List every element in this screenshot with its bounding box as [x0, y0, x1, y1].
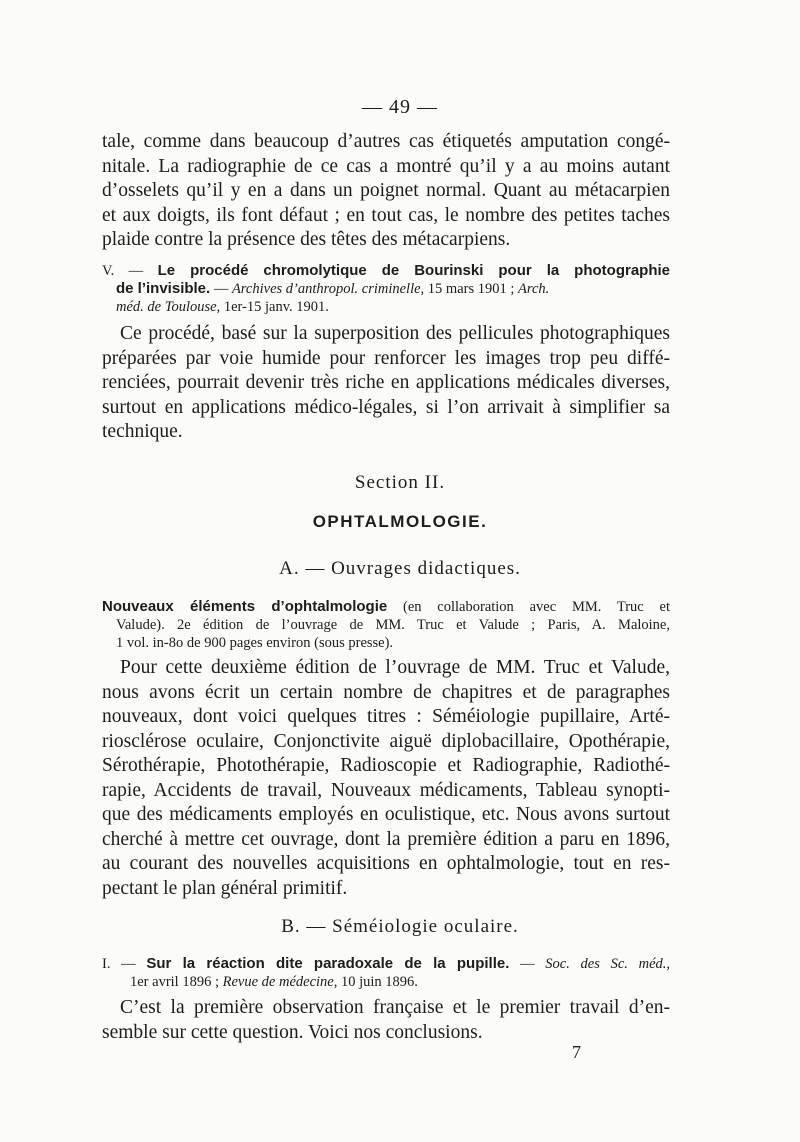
paragraph-conclusions: [102, 996, 670, 1045]
text-line: d’osselets qu’il y en a dans un poignet normal. Quant au métacarpien: [102, 180, 670, 201]
reference-source-2: Revue de médecine,: [222, 974, 338, 990]
subsection-a-title: A. — Ouvrages didactiques.: [279, 558, 521, 579]
text-line: nous avons écrit un certain nombre de chapitres et de paragraphes: [102, 681, 670, 703]
text-line: Pour cette deuxième édition de l’ouvrage de MM. Truc et Valude,: [120, 657, 670, 678]
reference-collab: (en collaboration avec MM. Truc et: [387, 599, 670, 615]
reference-title: Le procédé chromolytique de Bourinski pour la photographie: [157, 262, 670, 279]
paragraph-chromolytique: [102, 322, 670, 445]
dash: —: [509, 956, 546, 972]
section-title: Section II.: [354, 472, 446, 493]
text-line: C’est la première observation française et le premier travail d’en-: [120, 997, 670, 1018]
paragraph-deuxieme-edition: [102, 656, 670, 901]
text-line: au courant des nouvelles acquisitions en ophtalmologie, tout en res-: [102, 853, 670, 874]
text-line: technique.: [102, 421, 183, 442]
reference-line3: 1 vol. in-8o de 900 pages environ (sous presse).: [116, 635, 394, 651]
section-subtitle: OPHTALMOLOGIE.: [312, 512, 488, 531]
reference-title: Sur la réaction dite paradoxale de la pupille.: [146, 955, 510, 972]
text-line: rapie, Accidents de travail, Nouveaux médicaments, Tableau synopti-: [102, 779, 670, 801]
text-line: Ce procédé, basé sur la superposition des pellicules photographiques: [120, 323, 670, 344]
page-number: — 49 —: [362, 96, 438, 118]
reference-source: Soc. des Sc. méd.,: [545, 956, 671, 972]
reference-number: I. —: [102, 956, 136, 972]
text-line: riosclérose oculaire, Conjonctivite aiguë diplobacillaire, Opothérapie,: [102, 730, 670, 752]
reference-source-3: méd. de Toulouse,: [116, 299, 221, 315]
signature-mark: 7: [572, 1042, 581, 1062]
reference-date-2: 10 juin 1896.: [337, 974, 418, 990]
dash: —: [210, 281, 232, 297]
reference-source-2: Arch.: [518, 281, 550, 297]
reference-i-line2: [102, 973, 670, 991]
text-line: semble sur cette question. Voici nos conclusions.: [102, 1021, 483, 1043]
text-line: nouveaux, dont voici quelques titres : Séméiologie pupillaire, Arté-: [102, 706, 670, 727]
text-line: que des médicaments employés en oculistique, etc. Nous avons surtout: [102, 804, 670, 825]
text-line: surtout en applications médico-légales, si l’on arrivait à simplifier sa: [102, 396, 670, 418]
reference-v-line2: [102, 280, 670, 298]
reference-v-line1: [102, 262, 670, 280]
text-line: cherché à mettre cet ouvrage, dont la première édition a paru en 1896,: [102, 828, 670, 850]
paragraph-continuation: [102, 130, 670, 253]
reference-title: Nouveaux éléments d’ophtalmologie: [102, 598, 388, 615]
subsection-b-title: B. — Séméiologie oculaire.: [281, 916, 519, 937]
reference-line1: [102, 598, 670, 616]
reference-date: 15 mars 1901 ;: [424, 281, 519, 297]
reference-v: [102, 262, 670, 316]
reference-i: [102, 955, 670, 991]
text-line: et aux doigts, ils font défaut ; en tout cas, le nombre des petites taches: [102, 204, 670, 226]
reference-v-line3: [102, 298, 670, 316]
text-line: Sérothérapie, Photothérapie, Radioscopie et Radiographie, Radiothé-: [102, 755, 670, 776]
text-line: préparées par voie humide pour renforcer les images trop peu diffé-: [102, 347, 670, 369]
reference-source: Archives d’anthropol. criminelle,: [231, 281, 425, 297]
reference-date-2: 1er-15 janv. 1901.: [220, 299, 329, 315]
reference-nouveaux-elements: [102, 598, 670, 652]
reference-line2: Valude). 2e édition de l’ouvrage de MM. Truc et Valude ; Paris, A. Maloine,: [116, 617, 670, 633]
reference-number: V. —: [102, 263, 144, 279]
text-line: pectant le plan général primitif.: [102, 877, 348, 899]
reference-date: 1er avril 1896 ;: [130, 974, 223, 990]
reference-i-line1: [102, 955, 670, 973]
text-line: tale, comme dans beaucoup d’autres cas étiquetés amputation congé-: [102, 131, 670, 152]
text-line: nitale. La radiographie de ce cas a montré qu’il y a au moins autant: [102, 155, 670, 177]
text-line: renciées, pourrait devenir très riche en applications médicales diverses,: [102, 372, 670, 393]
text-line: plaide contre la présence des têtes des métacarpiens.: [102, 229, 511, 250]
reference-title-cont: de l’invisible.: [116, 280, 211, 297]
